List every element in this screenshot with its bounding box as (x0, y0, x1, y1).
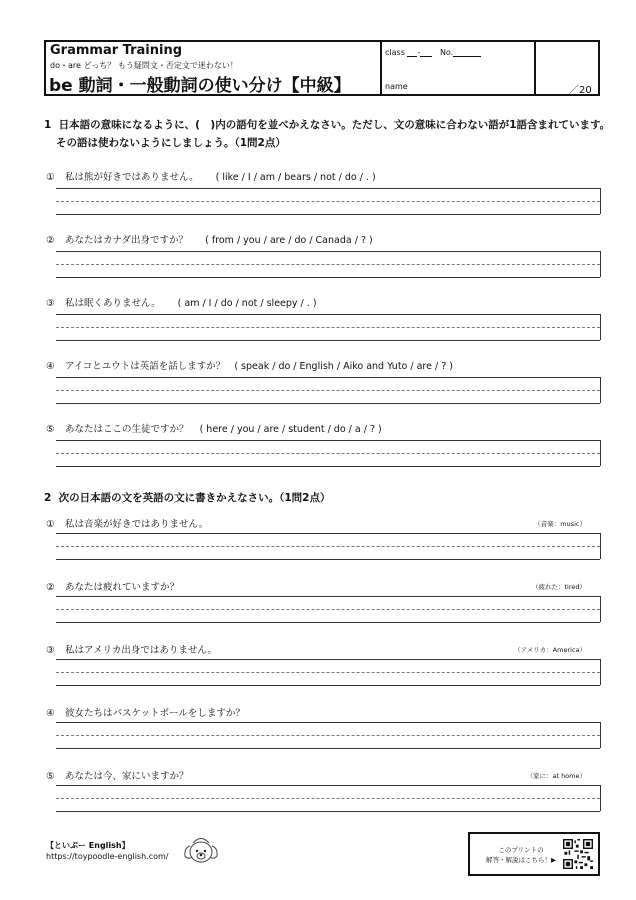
header-box (44, 40, 600, 96)
number-label: No. (439, 48, 454, 57)
question-number: ④ (46, 361, 55, 372)
poodle-mascot-icon (180, 834, 222, 868)
qr-code-icon[interactable] (563, 839, 593, 869)
s2-question-5 (46, 768, 189, 782)
question-number: ⑤ (46, 424, 55, 435)
word-choices: ( from / you / are / do / Canada / ? ) (205, 235, 373, 246)
answer-lines[interactable] (56, 533, 600, 559)
question-japanese: アイコとユウトは英語を話しますか？ (65, 361, 226, 372)
word-choices: ( like / I / am / bears / not / do / . ) (215, 172, 376, 183)
s1-question-3 (46, 295, 317, 309)
question-japanese: あなたは疲れていますか？ (65, 582, 180, 593)
worksheet-main-title: be 動詞・一般動詞の使い分け【中級】 (49, 76, 351, 96)
answer-lines[interactable] (56, 314, 600, 340)
question-number: ① (46, 519, 55, 530)
section1-instruction-line2: その語は使わないようにしましょう。（1問2点） (56, 137, 286, 149)
question-number: ⑤ (46, 771, 55, 782)
worksheet-title: Grammar Training (50, 43, 183, 58)
section1-instruction-line1: 日本語の意味になるように、( )内の語句を並べかえなさい。ただし、文の意味に合わない語が1語含まれています。 (58, 119, 611, 131)
question-japanese: 私は熊が好きではありません。 (65, 172, 199, 183)
answer-lines[interactable] (56, 785, 600, 811)
s2-question-2 (46, 579, 179, 593)
question-number: ③ (46, 298, 55, 309)
header-divider (534, 42, 536, 94)
section2-instruction (44, 489, 331, 507)
question-japanese: あなたは今、家にいますか？ (65, 771, 189, 782)
s2-question-4 (46, 705, 245, 719)
question-number: ② (46, 582, 55, 593)
answer-lines[interactable] (56, 722, 600, 748)
s1-question-1 (46, 169, 376, 183)
header-divider (380, 42, 382, 94)
answer-lines[interactable] (56, 377, 600, 403)
vocab-hint: （音楽：music） (534, 520, 586, 528)
answer-key-box[interactable] (468, 832, 600, 876)
answer-lines[interactable] (56, 188, 600, 214)
question-number: ② (46, 235, 55, 246)
vocab-hint: （家に：at home） (526, 772, 586, 780)
s1-question-5 (46, 421, 382, 435)
word-choices: ( here / you / are / student / do / a / ? ) (199, 424, 382, 435)
question-number: ③ (46, 645, 55, 656)
s1-question-4 (46, 358, 453, 372)
answer-lines[interactable] (56, 596, 600, 622)
answer-lines[interactable] (56, 659, 600, 685)
section2-instruction-text: 次の日本語の文を英語の文に書きかえなさい。（1問2点） (58, 492, 331, 504)
question-japanese: あなたはここの生徒ですか？ (65, 424, 189, 435)
brand-name: 【といぷー English】 (46, 841, 130, 850)
s2-question-1 (46, 516, 208, 530)
word-choices: ( speak / do / English / Aiko and Yuto / are / ? ) (234, 361, 453, 372)
vocab-hint: （疲れた：tired） (531, 583, 586, 591)
s2-question-3 (46, 642, 217, 656)
answer-lines[interactable] (56, 251, 600, 277)
section1-instruction (44, 116, 610, 152)
class-separator: - (417, 48, 421, 57)
section1-number: 1 (44, 119, 52, 131)
answer-key-text (480, 845, 562, 865)
s1-question-2 (46, 232, 373, 246)
question-number: ④ (46, 708, 55, 719)
answer-lines[interactable] (56, 440, 600, 466)
question-japanese: あなたはカナダ出身ですか？ (65, 235, 189, 246)
question-number: ① (46, 172, 55, 183)
score-total: ／20 (569, 85, 592, 96)
word-choices: ( am / I / do / not / sleepy / . ) (177, 298, 317, 309)
vocab-hint: （アメリカ：America） (514, 646, 586, 654)
question-japanese: 私は眠くありません。 (65, 298, 161, 309)
worksheet-subtitle: do・are どっち？ もう疑問文・否定文で迷わない！ (50, 61, 238, 70)
site-url[interactable]: https://toypoodle-english.com/ (46, 852, 169, 861)
answer-key-line2: 解答・解説はこちら！▶ (486, 856, 556, 864)
section2-number: 2 (44, 492, 52, 504)
question-japanese: 私は音楽が好きではありません。 (65, 519, 209, 530)
answer-key-line1: このプリントの (498, 846, 544, 854)
question-japanese: 彼女たちはバスケットボールをしますか？ (65, 708, 245, 719)
class-field (385, 47, 481, 57)
class-label: class (385, 48, 405, 57)
question-japanese: 私はアメリカ出身ではありません。 (65, 645, 217, 656)
name-label: name (385, 82, 408, 91)
